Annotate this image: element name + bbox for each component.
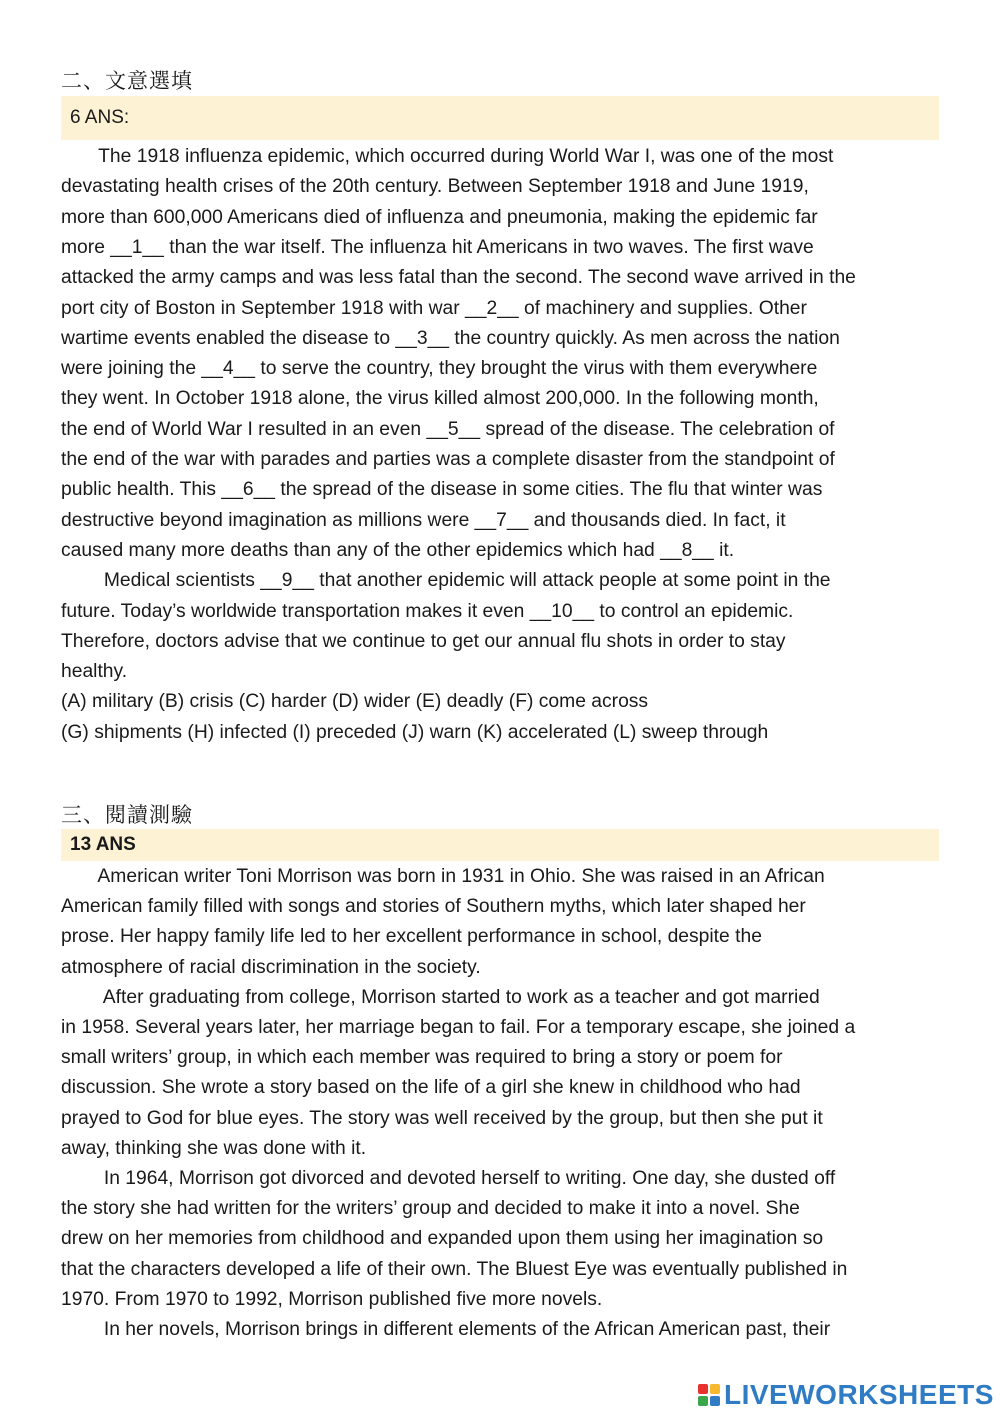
passage-line: After graduating from college, Morrison started to work as a teacher and got married — [61, 986, 820, 1008]
passage-line: more than 600,000 Americans died of influenza and pneumonia, making the epidemic far — [61, 206, 818, 228]
passage-line: they went. In October 1918 alone, the virus killed almost 200,000. In the following month, — [61, 388, 819, 410]
passage-line: Therefore, doctors advise that we continue to get our annual flu shots in order to stay — [61, 630, 786, 652]
passage-line: that the characters developed a life of their own. The Bluest Eye was eventually published in — [61, 1258, 848, 1280]
passage-line: devastating health crises of the 20th century. Between September 1918 and June 1919, — [61, 176, 809, 198]
passage-line: destructive beyond imagination as millions were __7__ and thousands died. In fact, it — [61, 509, 786, 531]
answer-field-13[interactable] — [61, 829, 939, 861]
passage-line: in 1958. Several years later, her marriage began to fail. For a temporary escape, she joined a — [61, 1017, 856, 1038]
passage-line: away, thinking she was done with it. — [61, 1137, 367, 1159]
passage-line: prose. Her happy family life led to her excellent performance in school, despite the — [61, 926, 762, 948]
passage-line: public health. This __6__ the spread of the disease in some cities. The flu that winter was — [61, 479, 823, 501]
passage-line: were joining the __4__ to serve the country, they brought the virus with them everywhere — [61, 358, 818, 380]
passage-line: (G) shipments (H) infected (I) preceded (J) warn (K) accelerated (L) sweep through — [61, 721, 769, 743]
logo-text: LIVEWORKSHEETS — [724, 1379, 994, 1410]
logo-mark-icon — [698, 1384, 720, 1406]
passage-line: (A) military (B) crisis (C) harder (D) wider (E) deadly (F) come across — [61, 691, 649, 713]
passage-line: more __1__ than the war itself. The influenza hit Americans in two waves. The first wave — [61, 236, 814, 258]
section-2-heading: 二、文意選填 — [61, 69, 193, 93]
section-3-heading: 三、閱讀測驗 — [61, 803, 193, 827]
passage-line: future. Today’s worldwide transportation makes it even __10__ to control an epidemic. — [61, 600, 794, 622]
answer-field-6[interactable] — [61, 96, 939, 140]
passage-line: the end of the war with parades and parties was a complete disaster from the standpoint of — [61, 449, 835, 470]
passage-line: the end of World War I resulted in an even __5__ spread of the disease. The celebration of — [61, 418, 835, 440]
passage-line: attacked the army camps and was less fatal than the second. The second wave arrived in the — [61, 267, 856, 289]
passage-line: In 1964, Morrison got divorced and devoted herself to writing. One day, she dusted off — [61, 1168, 836, 1189]
passage-line: port city of Boston in September 1918 with war __2__ of machinery and supplies. Other — [61, 297, 807, 319]
answer-label-6: 6 ANS: — [70, 107, 130, 128]
passage-line: wartime events enabled the disease to __3__ the country quickly. As men across the nation — [61, 327, 840, 349]
passage-line: drew on her memories from childhood and expanded upon them using her imagination so — [61, 1228, 824, 1250]
passage-line: The 1918 influenza epidemic, which occurred during World War I, was one of the most — [61, 146, 834, 167]
passage-line: small writers’ group, in which each member was required to bring a story or poem for — [61, 1047, 783, 1069]
liveworksheets-logo[interactable] — [698, 1378, 994, 1412]
answer-label-13: 13 ANS — [70, 834, 136, 855]
passage-line: atmosphere of racial discrimination in the society. — [61, 956, 481, 978]
passage-line: prayed to God for blue eyes. The story was well received by the group, but then she put it — [61, 1107, 823, 1129]
passage-line: 1970. From 1970 to 1992, Morrison published five more novels. — [61, 1288, 603, 1310]
passage-line: caused many more deaths than any of the other epidemics which had __8__ it. — [61, 539, 735, 561]
passage-line: Medical scientists __9__ that another epidemic will attack people at some point in the — [61, 570, 831, 592]
passage-line: discussion. She wrote a story based on the life of a girl she knew in childhood who had — [61, 1077, 801, 1099]
passage-line: American writer Toni Morrison was born in 1931 in Ohio. She was raised in an African — [61, 866, 825, 887]
passage-line: healthy. — [61, 661, 128, 683]
passage-line: In her novels, Morrison brings in different elements of the African American past, their — [61, 1319, 831, 1340]
passage-line: the story she had written for the writers’ group and decided to make it into a novel. She — [61, 1198, 800, 1220]
passage-line: American family filled with songs and stories of Southern myths, which later shaped her — [61, 896, 806, 918]
